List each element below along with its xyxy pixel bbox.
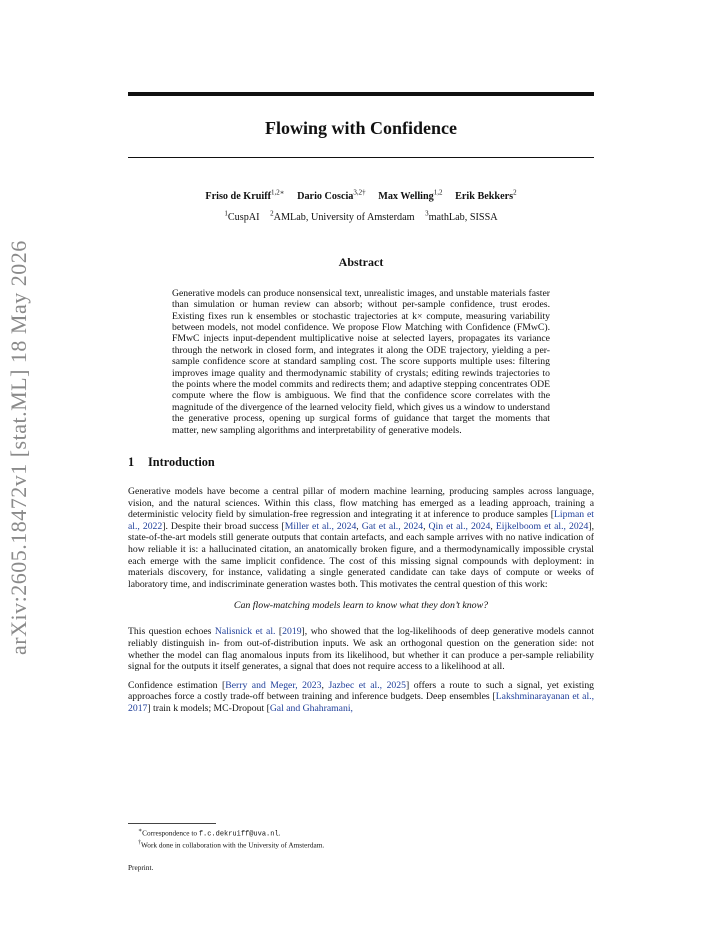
author: Erik Bekkers$^2$ [455,189,517,203]
citation-link[interactable]: Miller et al., 2024 [284,520,357,532]
intro-paragraph-1: Generative models have become a central pillar of modern machine learning, producing samples across language, vision, and the natural sciences. Within this class, flow matching has emerged as a leading approach, training a deterministic velocity field by simulation-free regression and integrating it at inference to produce samples [Lipman et al., 2022]. Despite their broad success [Miller et al., 2024, Gat et al., 2024, Qin et al., 2024, Eijkelboom et al., 2024], state-of-the-art models still generate outputs that contain artefacts, and each sample arrives with no native indication of how reliable it is: a hallucinated citation, an anatomically broken figure, and a thermodynamically impossible crystal each emerge with the same implicit confidence. The cost of this missing signal compounds with deployment: in materials discovery, for instance, validating a single generated candidate can take days of compute or weeks of laboratory time, and indiscriminate generation wastes both. This motivates the central question of this work: [128,486,595,590]
section-title: Introduction [148,455,215,470]
author: Max Welling$^{1,2}$ [378,189,443,203]
section-number: 1 [128,455,135,470]
email-address: f.c.dekruiff@uva.nl [198,830,279,839]
arxiv-identifier: arXiv:2605.18472v1 [stat.ML] 18 May 2026 [6,240,31,655]
paper-title: Flowing with Confidence [264,118,457,138]
author: Dario Coscia$^{3,2\dagger}$ [297,189,366,203]
paper-first-page [128,92,594,715]
citation-link[interactable]: Gat et al., 2024 [361,520,424,532]
citation-link[interactable]: Berry and Meger, 2023 [225,679,322,691]
author: Friso de Kruiff$^{1,2∗}$ [205,189,285,203]
affiliation: $^1$CuspAI [224,209,260,223]
affiliation: $^2$AMLab, University of Amsterdam [270,209,415,223]
intro-paragraph-3: Confidence estimation [Berry and Meger, 2023, Jazbec et al., 2025] offers a route to such a signal, yet existing approaches force a costly trade-off between training and inference budgets. Deep ensembles [Lakshminarayanan et al., 2017] train k models; MC-Dropout [Gal and Ghahramani, [128,679,595,714]
author-list [128,186,594,204]
citation-link[interactable]: Lakshminarayanan et al., 2017 [128,691,594,714]
title-bottom-rule [128,157,594,158]
citation-link[interactable]: 2019 [282,626,302,638]
footnote-rule [128,823,216,824]
title-top-rule [128,92,594,96]
abstract-heading: Abstract [338,254,384,269]
preprint-footer: Preprint. [128,863,154,872]
section-heading [128,455,594,471]
affiliation: $^3$mathLab, SISSA [425,209,498,223]
affiliation-list [128,206,594,224]
citation-link[interactable]: Eijkelboom et al., 2024 [495,520,589,532]
intro-paragraph-2: This question echoes Nalisnick et al. [2019], who showed that the log-likelihoods of deep generative models cannot reliably distinguish in- from out-of-distribution inputs. We ask an orthogonal question on the generation side: not whether the model can flag anomalous inputs from its likelihood, but whether it can produce a per-sample reliability signal for the outputs it itself generates, a signal that does not require access to a likelihood at all. [128,626,594,673]
abstract-text: Generative models can produce nonsensical text, unrealistic images, and unstable materials faster than simulation or human review can absorb; without per-sample confidence, trust erodes. Existing fixes run k ensembles or stochastic trajectories at k× compute, measuring variability between models, not model confidence. We propose Flow Matching with Confidence (FMwC). FMwC injects input-dependent multiplicative noise at selected layers, propagates its variance through the network in closed form, and integrates it along the ODE trajectory, yielding a per-sample confidence score at standard sampling cost. The score supports multiple uses: filtering improves image quality and thermodynamic stability of crystals; editing rewinds trajectories to the points where the model commits and redirects them; and adaptive stepping concentrates ODE compute where the flow is ambiguous. We find that the confidence score correlates with the magnitude of the divergence of the learned velocity field, which gives us a window to understand the generative process, opening up surgical forms of guidance that target the moments that matter, new sampling algorithms and interpretability of generative models. [172,287,550,436]
citation-link[interactable]: Lipman et al., 2022 [128,509,594,532]
footnote: †Work done in collaboration with the University of Amsterdam. [138,840,325,850]
citation-link[interactable]: Gal and Ghahramani, [269,702,353,714]
footnotes [128,823,594,850]
citation-link[interactable]: Nalisnick et al. [214,626,276,638]
citation-link[interactable]: Qin et al., 2024 [428,520,491,532]
central-question: Can flow-matching models learn to know what they don’t know? [233,600,489,612]
citation-link[interactable]: Jazbec et al., 2025 [328,679,406,691]
footnote: ∗Correspondence to f.c.dekruiff@uva.nl. [138,828,281,839]
